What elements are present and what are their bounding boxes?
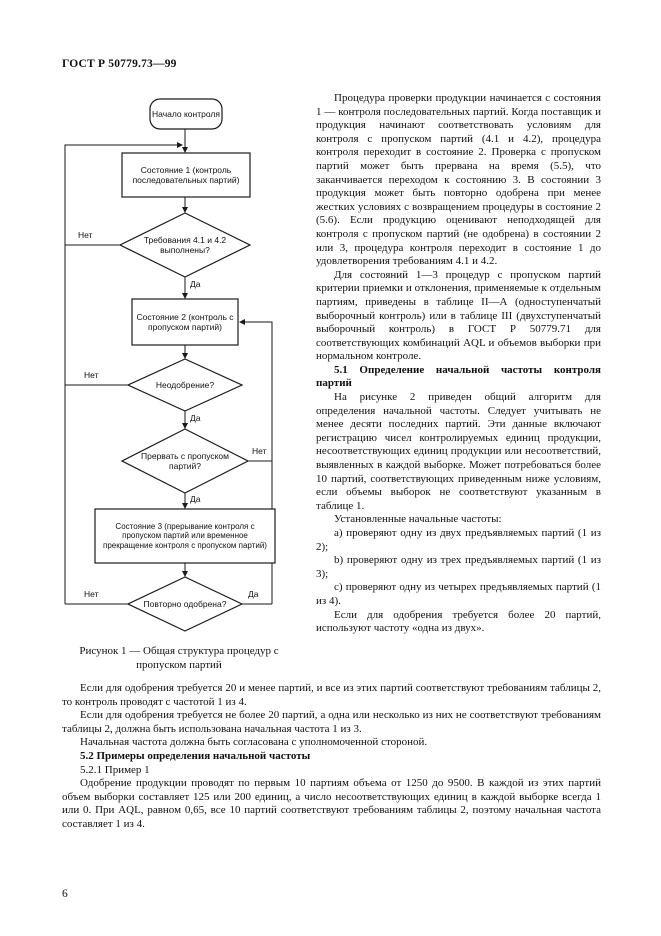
flowchart-decision-reapproved: Повторно одобрена? xyxy=(143,598,227,609)
edge-label-no-requirements: Нет xyxy=(78,230,93,240)
document-standard-number: ГОСТ Р 50779.73—99 xyxy=(62,58,177,70)
flowchart-node-start: Начало контроля xyxy=(152,108,220,119)
edge-label-yes-interrupt: Да xyxy=(190,494,201,504)
edge-label-yes-requirements: Да xyxy=(190,279,201,289)
paragraph-20-or-less: Если для одобрения требуется 20 и менее партий, и все из этих партий соответствуют требованиям таблицы 2, то контроль проводят с частотой 1 из 4. xyxy=(62,682,601,708)
paragraph-example-1: Одобрение продукции проводят по первым 10 партиям объема от 1250 до 9500. В каждой из этих партий объем выборки составляет 125 или 200 единиц, а число несоответствующих единиц в каждой выборке всегда 1 или 0. При AQL, равном 0,65, все 10 партий соответствуют требованиям таблицы 2, поэтому начальная частота составляет 1 из 4. xyxy=(62,777,601,830)
paragraph-more-than-20: Если для одобрения требуется более 20 партий, используют частоту «одна из двух». xyxy=(316,608,601,635)
edge-label-yes-reapproved: Да xyxy=(248,589,259,599)
section-heading-5-1: 5.1 Определение начальной частоты контроля партий xyxy=(316,363,601,390)
paragraph-states-criteria: Для состояний 1—3 процедур с пропуском партий критерии приемки и отклонения, применяемые к отдельным партиям, приведены в таблице II—А (одноступенчатый выборочный контроль) или в таблице III (двухступенчатый выборочный контроль) в ГОСТ Р 50779.71 для соответствующих комбинаций AQL и объемов выборки при нормальном контроле. xyxy=(316,268,601,363)
flowchart-node-state3: Состояние 3 (прерывание контроля с пропуском партий или временное прекращение контроля с пропуском партий) xyxy=(103,521,267,550)
flowchart xyxy=(50,95,305,635)
flowchart-decision-requirements: Требования 4.1 и 4.2 выполнены? xyxy=(143,234,227,255)
list-item-frequency-a: а) проверяют одну из двух предъявляемых партий (1 из 2); xyxy=(316,527,601,553)
paragraph-initial-frequency: На рисунке 2 приведен общий алгоритм для определения начальной частоты. Следует учитывать не менее десяти последних партий. Эти данные включают регистрацию чисел контролируемых единиц продукции, несоответствующих единиц продукции или несоответствий, выявленных в каждой выборке. Может потребоваться более 10 партий, соответствующих приведенным ниже условиям, если объемы выборок не соответствуют указанным в таблице 1. xyxy=(316,391,601,512)
paragraph-procedure-overview: Процедура проверки продукции начинается с состояния 1 — контроля последовательных партий. Когда поставщик и продукция начинают соответствовать условиям для контроля с пропуском партий (4.1 и 4.2), процедура контроля переходит в состояние 2. Проверка с пропуском партий может быть прервана на время (5.5), что заканчивается переходом к состоянию 3. В состоянии 3 продукция может быть повторно одобрена при менее жестких условиях с возвращением процедуры в состояние 2 (5.6). Если продукцию оценивают неподходящей для контроля с пропуском партий (не одобрена) в состоянии 2 или 3, процедура контроля переходит в состояние 1 до удовлетворения требованиям 4.1 и 4.2. xyxy=(316,92,601,268)
page-number: 6 xyxy=(62,888,68,900)
paragraph-frequencies-intro: Установленные начальные частоты: xyxy=(334,513,502,526)
figure-1 xyxy=(50,95,305,672)
section-heading-5-2: 5.2 Примеры определения начальной частоты xyxy=(80,749,311,762)
flowchart-node-state1: Состояние 1 (контроль последовательных партий) xyxy=(132,164,240,185)
edge-label-yes-disapproval: Да xyxy=(190,413,201,423)
edge-label-no-disapproval: Нет xyxy=(84,370,99,380)
list-item-frequency-b: b) проверяют одну из трех предъявляемых партий (1 из 3); xyxy=(316,554,601,580)
list-item-frequency-c: с) проверяют одну из четырех предъявляемых партий (1 из 4). xyxy=(316,581,601,607)
section-heading-5-2-1: 5.2.1 Пример 1 xyxy=(80,763,150,776)
flowchart-decision-disapproval: Неодобрение? xyxy=(155,379,215,390)
edge-label-no-interrupt: Нет xyxy=(252,446,267,456)
flowchart-decision-interrupt: Прервать с пропуском партий? xyxy=(141,450,229,471)
bottom-section xyxy=(62,682,601,832)
right-column xyxy=(316,92,601,636)
paragraph-not-conforming: Если для одобрения требуется не более 20 партий, а одна или несколько из них не соответствуют требованиям таблицы 2, должна быть использована начальная частота 1 из 3. xyxy=(62,709,601,735)
figure-caption: Рисунок 1 — Общая структура процедур с пропуском партий xyxy=(79,645,279,671)
paragraph-agreed-frequency: Начальная частота должна быть согласована с уполномоченной стороной. xyxy=(80,736,428,749)
flowchart-node-state2: Состояние 2 (контроль с пропуском партий) xyxy=(136,311,234,332)
edge-label-no-reapproved: Нет xyxy=(84,589,99,599)
